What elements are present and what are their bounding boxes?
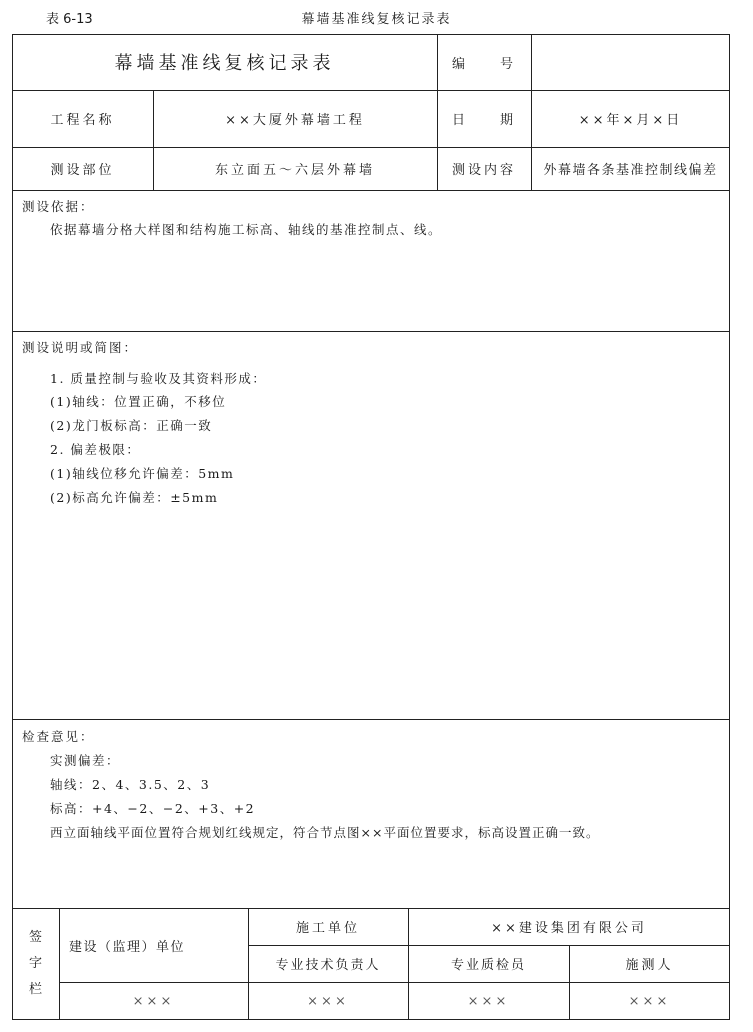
row-divider [12, 190, 730, 191]
description-line: 1. 质量控制与验收及其资料形成： [50, 371, 267, 386]
description-label: 测设说明或简图： [22, 340, 139, 355]
project-name-label: 工程名称 [50, 113, 115, 128]
date-value: ××年×月×日 [578, 113, 683, 128]
date-label: 日 期 [451, 113, 516, 128]
description-line: (2)龙门板标高：正确一致 [50, 418, 213, 433]
construction-unit-label: 施工单位 [295, 921, 360, 936]
content-value: 外幕墙各条基准控制线偏差 [543, 163, 718, 178]
inspection-line: 实测偏差： [50, 753, 121, 768]
inspection-label: 检查意见： [22, 729, 95, 744]
supervisor-unit-label: 建设（监理）单位 [69, 939, 186, 955]
page-header-title: 幕墙基准线复核记录表 [301, 12, 452, 27]
location-value: 东立面五～六层外幕墙 [214, 163, 375, 178]
row-divider [12, 331, 730, 332]
quality-inspector-signature: ××× [467, 993, 510, 1009]
surveyor-signature: ××× [628, 993, 671, 1009]
tech-lead-signature: ××× [307, 993, 349, 1009]
basis-label: 测设依据： [22, 199, 95, 214]
inspection-line: 轴线：2、4、3.5、2、3 [50, 777, 211, 792]
inspection-line: 标高：+4、−2、−2、+3、+2 [50, 801, 256, 816]
signature-column-label: 签 字 栏 [28, 930, 42, 997]
number-value [531, 34, 730, 90]
inspection-line: 西立面轴线平面位置符合规划红线规定，符合节点图××平面位置要求，标高设置正确一致。 [50, 825, 600, 840]
description-line: (1)轴线：位置正确，不移位 [50, 394, 227, 409]
number-label: 编 号 [451, 56, 516, 72]
description-line: (2)标高允许偏差：±5mm [50, 490, 219, 505]
supervisor-signature: ××× [132, 993, 175, 1009]
location-label: 测设部位 [50, 163, 115, 178]
quality-inspector-label: 专业质检员 [450, 958, 526, 973]
description-line: (1)轴线位移允许偏差：5mm [50, 466, 235, 481]
content-label: 测设内容 [451, 163, 516, 178]
surveyor-label: 施测人 [625, 958, 674, 973]
table-number: 表 6-13 [46, 12, 93, 27]
tech-lead-label: 专业技术负责人 [275, 958, 381, 973]
form-title: 幕墙基准线复核记录表 [114, 53, 335, 74]
basis-text: 依据幕墙分格大样图和结构施工标高、轴线的基准控制点、线。 [50, 222, 443, 237]
construction-unit-value: ××建设集团有限公司 [491, 921, 647, 936]
project-name-value: ××大厦外幕墙工程 [225, 113, 365, 128]
description-line: 2. 偏差极限： [50, 442, 141, 457]
row-divider [12, 719, 730, 720]
